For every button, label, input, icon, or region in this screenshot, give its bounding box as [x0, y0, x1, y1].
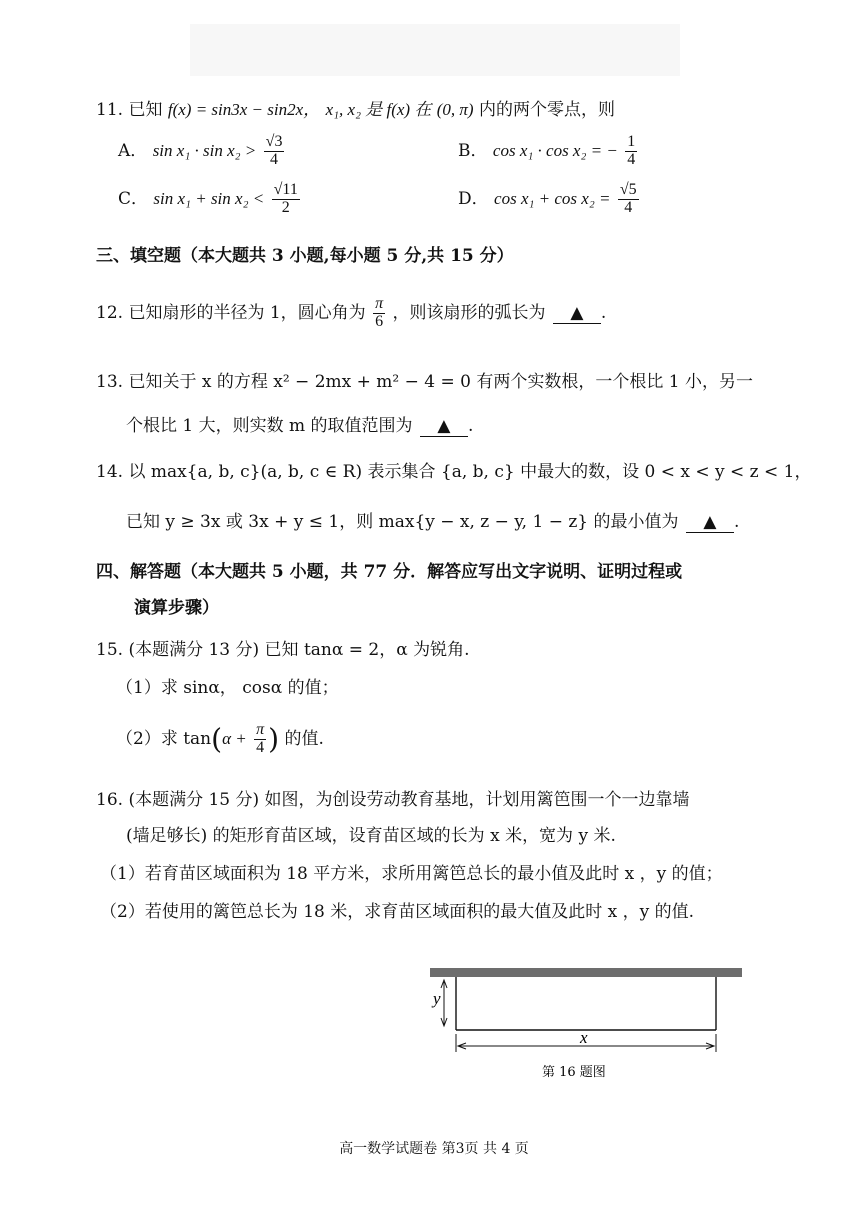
wall — [430, 968, 742, 977]
question-13-line-2: 个根比 1 大，则实数 m 的取值范围为 ▲ . — [126, 416, 474, 436]
question-15-part-2: （2）求 tan(α + $\frac{\pi}{4}$ ) 的值. — [116, 721, 324, 756]
answer-blank-12: ▲ — [553, 303, 601, 324]
page-footer: 高一数学试题卷 第3页 共 4 页 — [339, 1141, 529, 1157]
question-16-line-1: 16. (本题满分 15 分) 如图，为创设劳动教育基地，计划用篱笆围一个一边靠墙 — [96, 790, 690, 810]
question-12: 12. 已知扇形的半径为 1，圆心角为 $\frac{\pi}{6}$ ，则该扇形的弧长为 ▲ . — [96, 295, 607, 330]
fence-diagram — [420, 960, 750, 1090]
question-16-line-2: (墙足够长) 的矩形育苗区域，设育苗区域的长为 x 米，宽为 y 米. — [126, 826, 616, 846]
question-15-part-1: （1）求 sinα， cosα 的值； — [116, 678, 339, 698]
question-14-line-1: 14. 以 max{a, b, c}(a, b, c ∈ R) 表示集合 {a, b, c} 中最大的数，设 0 < x < y < z < 1， — [96, 462, 812, 482]
option-d: D． cos x₁ + cos x₂ = $\frac{√5}{4}$ — [458, 181, 637, 216]
question-13-line-1: 13. 已知关于 x 的方程 x² − 2mx + m² − 4 = 0 有两个实数根，一个根比 1 小，另一 — [96, 372, 753, 392]
question-15-stem: 15. (本题满分 13 分) 已知 tanα = 2，α 为锐角. — [96, 640, 470, 660]
answer-blank-14: ▲ — [686, 512, 734, 533]
question-16-part-1: （1）若育苗区域面积为 18 平方米，求所用篱笆总长的最小值及此时 x ，y 的值； — [100, 864, 723, 884]
x-label: x — [580, 1028, 588, 1047]
figure-caption: 第 16 题图 — [542, 1065, 606, 1080]
answer-blank-13: ▲ — [420, 416, 468, 437]
scan-header-smudge — [190, 24, 680, 76]
section-4-heading-cont: 演算步骤） — [134, 598, 219, 618]
question-16-part-2: （2）若使用的篱笆总长为 18 米，求育苗区域面积的最大值及此时 x ，y 的值. — [100, 902, 695, 922]
question-14-line-2: 已知 y ≥ 3x 或 3x + y ≤ 1，则 max{y − x, z − y, 1 − z} 的最小值为 ▲ . — [126, 512, 740, 532]
question-11-stem: 11. 已知 f(x) = sin3x − sin2x， x₁, x₂ 是 f(x) 在 (0, π) 内的两个零点，则 — [96, 100, 615, 120]
option-a: A． sin x₁ · sin x₂ > $\frac{√3}{4}$ — [118, 133, 283, 168]
y-label: y — [433, 989, 441, 1008]
figure-16 — [420, 960, 750, 1090]
option-c: C． sin x₁ + sin x₂ < $\frac{√11}{2}$ — [118, 181, 298, 216]
option-b: B． cos x₁ · cos x₂ = − $\frac{1}{4}$ — [458, 133, 636, 168]
section-4-heading: 四、解答题（本大题共 5 小题，共 77 分．解答应写出文字说明、证明过程或 — [96, 562, 683, 582]
section-3-heading: 三、填空题（本大题共 3 小题,每小题 5 分,共 15 分） — [96, 246, 514, 266]
